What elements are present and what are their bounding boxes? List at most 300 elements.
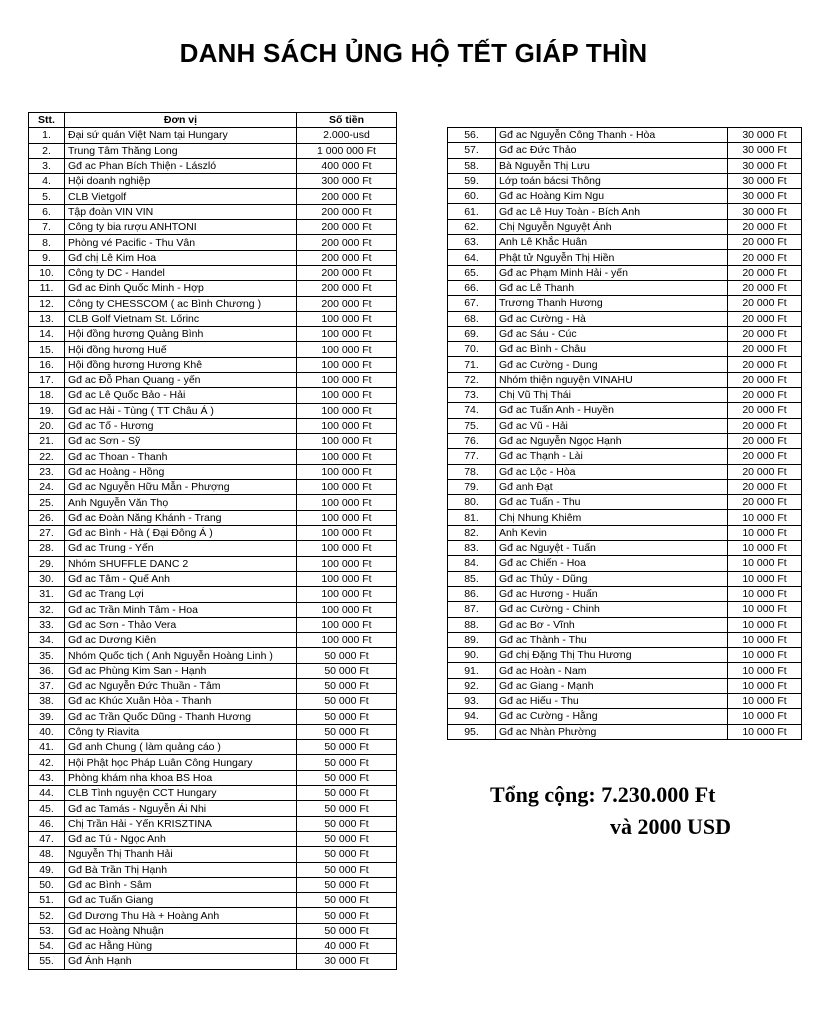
row-stt: 35.: [29, 648, 65, 663]
row-amount: 10 000 Ft: [728, 648, 802, 663]
table-row: [448, 648, 802, 663]
row-unit: Gđ ac Tố - Hương: [65, 418, 297, 433]
row-stt: 37.: [29, 678, 65, 693]
row-amount: 20 000 Ft: [728, 250, 802, 265]
row-amount: 100 000 Ft: [297, 403, 397, 418]
table-row: [448, 388, 802, 403]
row-stt: 76.: [448, 433, 496, 448]
row-unit: Chị Nguyễn Nguyệt Ánh: [496, 219, 728, 234]
table-row: [448, 495, 802, 510]
table-row: [448, 219, 802, 234]
row-unit: Gđ ac Chiến - Hoa: [496, 556, 728, 571]
row-unit: Gđ ac Lê Huy Toàn - Bích Anh: [496, 204, 728, 219]
row-unit: Gđ ac Trung - Yến: [65, 541, 297, 556]
row-unit: Trung Tâm Thăng Long: [65, 143, 297, 158]
row-unit: Gđ ac Tuấn Giang: [65, 893, 297, 908]
row-stt: 70.: [448, 342, 496, 357]
row-unit: Bà Nguyễn Thị Lưu: [496, 158, 728, 173]
header-stt: Stt.: [29, 113, 65, 128]
row-stt: 62.: [448, 219, 496, 234]
table-row: [448, 663, 802, 678]
row-unit: Gđ ac Hương - Huấn: [496, 586, 728, 601]
row-stt: 94.: [448, 709, 496, 724]
row-stt: 2.: [29, 143, 65, 158]
row-unit: Gđ ac Thạnh - Lài: [496, 449, 728, 464]
table-row: [448, 724, 802, 739]
row-stt: 73.: [448, 388, 496, 403]
row-stt: 49.: [29, 862, 65, 877]
row-amount: 30 000 Ft: [728, 204, 802, 219]
row-unit: Gđ ac Nhàn Phường: [496, 724, 728, 739]
row-amount: 20 000 Ft: [728, 311, 802, 326]
row-amount: 100 000 Ft: [297, 556, 397, 571]
table-row: [448, 296, 802, 311]
table-row: [29, 449, 397, 464]
table-row: [29, 464, 397, 479]
table-row: [448, 464, 802, 479]
row-amount: 10 000 Ft: [728, 663, 802, 678]
row-unit: Gđ ac Sáu - Cúc: [496, 326, 728, 341]
table-row: [29, 265, 397, 280]
table-row: [448, 158, 802, 173]
table-row: [29, 740, 397, 755]
row-unit: Gđ Dương Thu Hà + Hoàng Anh: [65, 908, 297, 923]
row-amount: 100 000 Ft: [297, 357, 397, 372]
row-stt: 40.: [29, 724, 65, 739]
row-amount: 10 000 Ft: [728, 724, 802, 739]
row-amount: 100 000 Ft: [297, 464, 397, 479]
total-amount: Tổng cộng: 7.230.000 Ft: [490, 782, 716, 807]
row-stt: 20.: [29, 418, 65, 433]
row-stt: 93.: [448, 693, 496, 708]
row-unit: Anh Kevin: [496, 525, 728, 540]
row-stt: 39.: [29, 709, 65, 724]
row-stt: 5.: [29, 189, 65, 204]
row-amount: 30 000 Ft: [728, 143, 802, 158]
donor-table-left: [28, 112, 397, 970]
row-unit: Tập đoàn VIN VIN: [65, 204, 297, 219]
table-row: [448, 418, 802, 433]
row-stt: 79.: [448, 479, 496, 494]
table-row: [448, 372, 802, 387]
table-row: [29, 403, 397, 418]
row-stt: 27.: [29, 526, 65, 541]
table-row: [29, 220, 397, 235]
row-unit: Lớp toán bácsi Thông: [496, 173, 728, 188]
row-unit: Gđ anh Chung ( làm quảng cáo ): [65, 740, 297, 755]
row-stt: 59.: [448, 173, 496, 188]
table-row: [29, 770, 397, 785]
table-row: [29, 571, 397, 586]
row-amount: 20 000 Ft: [728, 219, 802, 234]
row-amount: 30 000 Ft: [728, 173, 802, 188]
row-unit: Nhóm SHUFFLE DANC 2: [65, 556, 297, 571]
table-row: [29, 816, 397, 831]
table-row: [448, 602, 802, 617]
row-stt: 55.: [29, 954, 65, 969]
row-unit: Gđ ac Giang - Mạnh: [496, 678, 728, 693]
table-row: [29, 954, 397, 969]
table-header-row: [29, 113, 397, 128]
header-amount: Số tiền: [297, 113, 397, 128]
row-amount: 400 000 Ft: [297, 158, 397, 173]
row-amount: 100 000 Ft: [297, 541, 397, 556]
table-row: [29, 143, 397, 158]
row-unit: Gđ ac Đinh Quốc Minh - Hợp: [65, 281, 297, 296]
row-unit: Gđ ac Đỗ Phan Quang - yến: [65, 373, 297, 388]
row-stt: 67.: [448, 296, 496, 311]
row-unit: Gđ ac Tú - Ngọc Anh: [65, 831, 297, 846]
row-amount: 50 000 Ft: [297, 694, 397, 709]
table-row: [29, 847, 397, 862]
row-amount: 20 000 Ft: [728, 479, 802, 494]
row-amount: 100 000 Ft: [297, 388, 397, 403]
row-stt: 28.: [29, 541, 65, 556]
header-unit: Đơn vị: [65, 113, 297, 128]
table-row: [29, 755, 397, 770]
table-row: [29, 602, 397, 617]
row-amount: 20 000 Ft: [728, 342, 802, 357]
row-amount: 100 000 Ft: [297, 418, 397, 433]
row-amount: 50 000 Ft: [297, 755, 397, 770]
row-unit: Gđ ac Hoàng Nhuận: [65, 923, 297, 938]
row-unit: Gđ ac Hiếu - Thu: [496, 693, 728, 708]
row-amount: 20 000 Ft: [728, 388, 802, 403]
row-amount: 100 000 Ft: [297, 311, 397, 326]
table-row: [29, 709, 397, 724]
row-unit: Gđ ac Vũ - Hải: [496, 418, 728, 433]
row-stt: 86.: [448, 586, 496, 601]
table-row: [448, 235, 802, 250]
row-unit: Hội đồng hương Hương Khê: [65, 357, 297, 372]
row-amount: 2.000-usd: [297, 128, 397, 143]
table-row: [29, 128, 397, 143]
row-stt: 17.: [29, 373, 65, 388]
row-unit: Gđ ac Lộc - Hòa: [496, 464, 728, 479]
row-amount: 20 000 Ft: [728, 265, 802, 280]
row-amount: 20 000 Ft: [728, 235, 802, 250]
row-stt: 48.: [29, 847, 65, 862]
row-stt: 21.: [29, 434, 65, 449]
row-stt: 92.: [448, 678, 496, 693]
row-amount: 20 000 Ft: [728, 372, 802, 387]
row-stt: 80.: [448, 495, 496, 510]
row-stt: 61.: [448, 204, 496, 219]
table-row: [448, 510, 802, 525]
row-stt: 44.: [29, 786, 65, 801]
row-stt: 50.: [29, 877, 65, 892]
row-amount: 200 000 Ft: [297, 265, 397, 280]
row-amount: 100 000 Ft: [297, 373, 397, 388]
row-stt: 47.: [29, 831, 65, 846]
table-row: [448, 617, 802, 632]
row-stt: 19.: [29, 403, 65, 418]
row-unit: Phòng vé Pacific - Thu Vân: [65, 235, 297, 250]
row-amount: 50 000 Ft: [297, 663, 397, 678]
row-unit: CLB Golf Vietnam St. Lőrinc: [65, 311, 297, 326]
row-unit: Hội đồng hương Quảng Bình: [65, 327, 297, 342]
page-title: DANH SÁCH ỦNG HỘ TẾT GIÁP THÌN: [179, 38, 648, 68]
row-stt: 85.: [448, 571, 496, 586]
row-unit: Gđ anh Đạt: [496, 479, 728, 494]
row-unit: Công ty DC - Handel: [65, 265, 297, 280]
row-stt: 82.: [448, 525, 496, 540]
table-row: [448, 265, 802, 280]
row-unit: Gđ ac Hoàn - Nam: [496, 663, 728, 678]
row-unit: Gđ chị Đặng Thị Thu Hương: [496, 648, 728, 663]
row-amount: 20 000 Ft: [728, 357, 802, 372]
row-unit: Đại sứ quán Việt Nam tại Hungary: [65, 128, 297, 143]
row-stt: 42.: [29, 755, 65, 770]
row-amount: 20 000 Ft: [728, 418, 802, 433]
row-unit: Gđ ac Dương Kiên: [65, 633, 297, 648]
table-row: [29, 801, 397, 816]
row-stt: 12.: [29, 296, 65, 311]
row-stt: 71.: [448, 357, 496, 372]
row-amount: 10 000 Ft: [728, 556, 802, 571]
row-amount: 10 000 Ft: [728, 678, 802, 693]
row-amount: 10 000 Ft: [728, 510, 802, 525]
row-unit: Phòng khám nha khoa BS Hoa: [65, 770, 297, 785]
row-amount: 100 000 Ft: [297, 602, 397, 617]
row-amount: 50 000 Ft: [297, 877, 397, 892]
row-amount: 10 000 Ft: [728, 632, 802, 647]
total-usd: và 2000 USD: [610, 814, 732, 839]
table-row: [29, 633, 397, 648]
row-amount: 30 000 Ft: [728, 158, 802, 173]
table-row: [448, 678, 802, 693]
row-stt: 83.: [448, 541, 496, 556]
row-stt: 16.: [29, 357, 65, 372]
row-unit: Gđ ac Phạm Minh Hải - yến: [496, 265, 728, 280]
table-row: [29, 281, 397, 296]
table-row: [29, 480, 397, 495]
row-amount: 100 000 Ft: [297, 449, 397, 464]
row-amount: 50 000 Ft: [297, 740, 397, 755]
row-stt: 58.: [448, 158, 496, 173]
row-amount: 20 000 Ft: [728, 433, 802, 448]
row-amount: 50 000 Ft: [297, 847, 397, 862]
table-row: [448, 204, 802, 219]
row-unit: Gđ Ánh Hạnh: [65, 954, 297, 969]
row-unit: Nhóm thiện nguyện VINAHU: [496, 372, 728, 387]
table-row: [29, 877, 397, 892]
row-unit: Phật tử Nguyễn Thị Hiền: [496, 250, 728, 265]
table-row: [29, 388, 397, 403]
row-stt: 18.: [29, 388, 65, 403]
row-amount: 20 000 Ft: [728, 326, 802, 341]
row-stt: 36.: [29, 663, 65, 678]
row-stt: 4.: [29, 174, 65, 189]
row-amount: 30 000 Ft: [728, 128, 802, 143]
row-amount: 30 000 Ft: [297, 954, 397, 969]
row-stt: 6.: [29, 204, 65, 219]
row-unit: Gđ ac Thủy - Dũng: [496, 571, 728, 586]
row-unit: Gđ chị Lê Kim Hoa: [65, 250, 297, 265]
row-stt: 51.: [29, 893, 65, 908]
row-stt: 25.: [29, 495, 65, 510]
table-row: [29, 694, 397, 709]
row-amount: 10 000 Ft: [728, 525, 802, 540]
row-stt: 38.: [29, 694, 65, 709]
table-row: [29, 648, 397, 663]
row-unit: Gđ ac Đoàn Năng Khánh - Trang: [65, 510, 297, 525]
row-stt: 26.: [29, 510, 65, 525]
row-stt: 14.: [29, 327, 65, 342]
row-stt: 65.: [448, 265, 496, 280]
row-stt: 29.: [29, 556, 65, 571]
total-summary: [470, 779, 760, 843]
row-unit: Gđ ac Cường - Chinh: [496, 602, 728, 617]
row-amount: 100 000 Ft: [297, 587, 397, 602]
row-unit: Gđ ac Cường - Dung: [496, 357, 728, 372]
table-row: [29, 923, 397, 938]
row-amount: 200 000 Ft: [297, 204, 397, 219]
row-stt: 53.: [29, 923, 65, 938]
row-amount: 100 000 Ft: [297, 571, 397, 586]
table-row: [29, 862, 397, 877]
row-unit: Gđ ac Hải - Tùng ( TT Châu Á ): [65, 403, 297, 418]
row-stt: 77.: [448, 449, 496, 464]
row-unit: Gđ ac Khúc Xuân Hòa - Thanh: [65, 694, 297, 709]
table-row: [448, 280, 802, 295]
row-amount: 40 000 Ft: [297, 939, 397, 954]
row-unit: CLB Vietgolf: [65, 189, 297, 204]
row-stt: 64.: [448, 250, 496, 265]
row-unit: Trương Thanh Hương: [496, 296, 728, 311]
row-amount: 100 000 Ft: [297, 327, 397, 342]
row-amount: 50 000 Ft: [297, 709, 397, 724]
table-row: [448, 189, 802, 204]
row-unit: Nguyễn Thị Thanh Hải: [65, 847, 297, 862]
row-unit: Gđ ac Nguyễn Hữu Mẫn - Phượng: [65, 480, 297, 495]
row-stt: 13.: [29, 311, 65, 326]
row-stt: 56.: [448, 128, 496, 143]
table-row: [448, 357, 802, 372]
row-stt: 69.: [448, 326, 496, 341]
row-stt: 84.: [448, 556, 496, 571]
table-row: [448, 342, 802, 357]
row-unit: Gđ ac Nguyễn Ngọc Hạnh: [496, 433, 728, 448]
table-row: [448, 433, 802, 448]
row-stt: 9.: [29, 250, 65, 265]
table-row: [448, 632, 802, 647]
row-amount: 50 000 Ft: [297, 908, 397, 923]
table-row: [448, 128, 802, 143]
table-row: [29, 311, 397, 326]
row-amount: 200 000 Ft: [297, 189, 397, 204]
table-row: [448, 143, 802, 158]
row-amount: 50 000 Ft: [297, 831, 397, 846]
row-stt: 87.: [448, 602, 496, 617]
table-row: [448, 311, 802, 326]
table-row: [29, 786, 397, 801]
row-amount: 50 000 Ft: [297, 648, 397, 663]
table-row: [448, 326, 802, 341]
row-unit: Gđ ac Đức Thảo: [496, 143, 728, 158]
row-amount: 20 000 Ft: [728, 464, 802, 479]
table-row: [29, 587, 397, 602]
row-amount: 10 000 Ft: [728, 586, 802, 601]
row-unit: Gđ ac Hoàng - Hồng: [65, 464, 297, 479]
table-row: [448, 173, 802, 188]
row-amount: 10 000 Ft: [728, 571, 802, 586]
donor-table-right: [447, 127, 802, 740]
row-amount: 50 000 Ft: [297, 770, 397, 785]
table-row: [29, 526, 397, 541]
row-unit: Gđ ac Phan Bích Thiện - László: [65, 158, 297, 173]
row-unit: Gđ ac Trần Minh Tâm - Hoa: [65, 602, 297, 617]
row-stt: 30.: [29, 571, 65, 586]
row-unit: Gđ ac Nguyễn Đức Thuần - Tâm: [65, 678, 297, 693]
table-row: [29, 235, 397, 250]
table-row: [29, 678, 397, 693]
row-amount: 10 000 Ft: [728, 541, 802, 556]
row-stt: 75.: [448, 418, 496, 433]
row-stt: 3.: [29, 158, 65, 173]
row-unit: Nhóm Quốc tịch ( Anh Nguyễn Hoàng Linh ): [65, 648, 297, 663]
row-unit: Gđ ac Trang Lợi: [65, 587, 297, 602]
row-unit: Gđ ac Lê Thanh: [496, 280, 728, 295]
row-stt: 90.: [448, 648, 496, 663]
table-row: [29, 724, 397, 739]
table-row: [29, 327, 397, 342]
table-row: [29, 893, 397, 908]
row-unit: Anh Lê Khắc Huân: [496, 235, 728, 250]
row-amount: 100 000 Ft: [297, 480, 397, 495]
row-amount: 20 000 Ft: [728, 449, 802, 464]
row-stt: 10.: [29, 265, 65, 280]
donor-list-right: [448, 128, 802, 740]
row-stt: 11.: [29, 281, 65, 296]
row-stt: 24.: [29, 480, 65, 495]
row-stt: 22.: [29, 449, 65, 464]
table-row: [29, 831, 397, 846]
table-row: [448, 525, 802, 540]
table-row: [448, 250, 802, 265]
row-unit: Gđ ac Bơ - Vĩnh: [496, 617, 728, 632]
row-unit: Gđ ac Bình - Hà ( Đại Đông Á ): [65, 526, 297, 541]
table-row: [448, 541, 802, 556]
row-amount: 100 000 Ft: [297, 342, 397, 357]
table-row: [29, 434, 397, 449]
table-row: [29, 908, 397, 923]
row-stt: 45.: [29, 801, 65, 816]
row-amount: 10 000 Ft: [728, 602, 802, 617]
row-stt: 63.: [448, 235, 496, 250]
row-stt: 91.: [448, 663, 496, 678]
row-stt: 46.: [29, 816, 65, 831]
row-stt: 78.: [448, 464, 496, 479]
table-row: [29, 357, 397, 372]
row-stt: 68.: [448, 311, 496, 326]
table-row: [29, 174, 397, 189]
row-unit: Gđ ac Sơn - Thảo Vera: [65, 617, 297, 632]
row-amount: 100 000 Ft: [297, 510, 397, 525]
row-stt: 41.: [29, 740, 65, 755]
row-unit: Gđ ac Thành - Thu: [496, 632, 728, 647]
row-unit: Gđ ac Tamás - Nguyễn Ái Nhi: [65, 801, 297, 816]
row-stt: 1.: [29, 128, 65, 143]
table-row: [29, 204, 397, 219]
table-row: [448, 693, 802, 708]
row-unit: Gđ ac Cường - Hà: [496, 311, 728, 326]
row-unit: Hội đồng hương Huế: [65, 342, 297, 357]
row-amount: 30 000 Ft: [728, 189, 802, 204]
row-stt: 72.: [448, 372, 496, 387]
row-amount: 50 000 Ft: [297, 923, 397, 938]
row-amount: 1 000 000 Ft: [297, 143, 397, 158]
